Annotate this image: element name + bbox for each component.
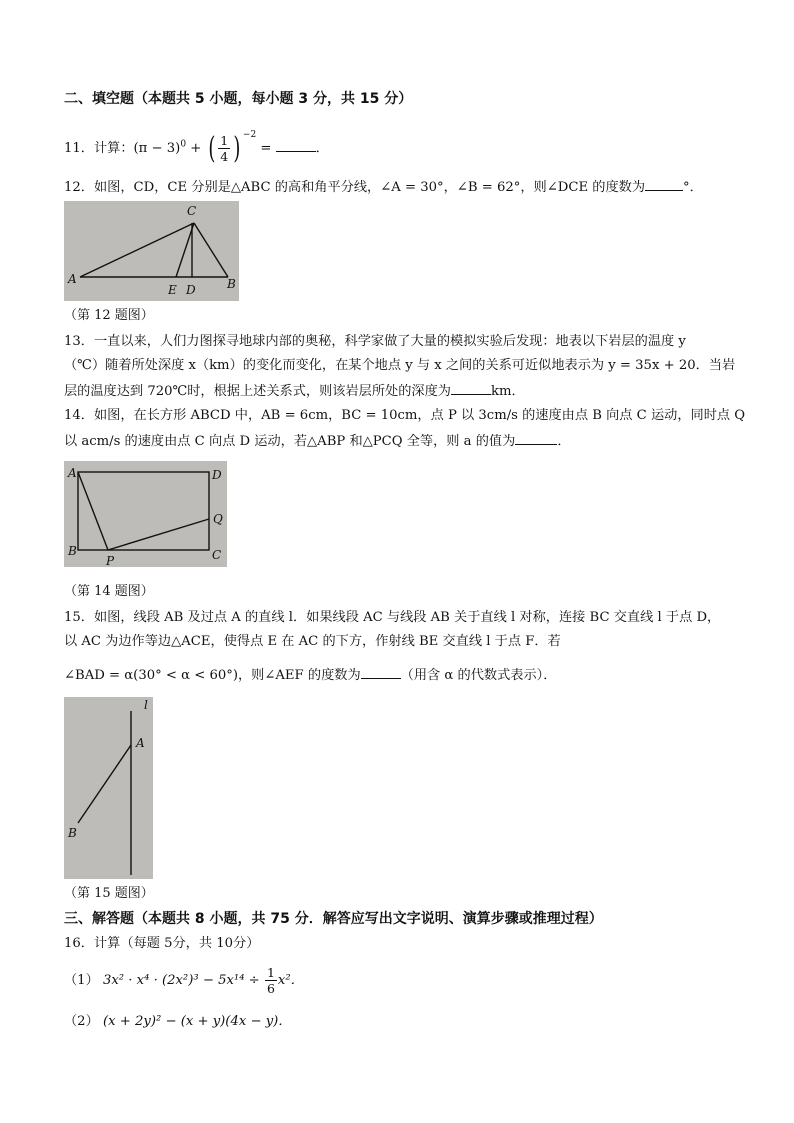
- label-B: B: [227, 277, 236, 291]
- label-B: B: [68, 826, 77, 840]
- q11-base: (π − 3): [133, 141, 181, 156]
- q11-right-paren: ): [233, 130, 241, 166]
- label-A: A: [68, 272, 77, 286]
- question-13-line-3: 层的温度达到 720℃时，根据上述关系式，则该岩层所处的深度为 km．: [64, 384, 525, 399]
- figure-q14: [64, 461, 227, 567]
- label-C: C: [212, 548, 222, 562]
- q13-answer-blank[interactable]: [451, 382, 491, 395]
- q11-exp-neg2: −2: [242, 129, 257, 140]
- label-B: B: [68, 544, 77, 558]
- figure-q15-svg: [64, 697, 153, 879]
- figure-q12: [64, 201, 239, 301]
- q11-left-paren: (: [207, 130, 215, 166]
- label-D: D: [186, 283, 196, 297]
- label-P: P: [106, 554, 115, 567]
- question-14-line-2: 以 acm/s 的速度由点 C 向点 D 运动，若△ABP 和△PCQ 全等，则 a 的值为 ．: [64, 434, 571, 449]
- question-16-part-2: （2） (x + 2y)² − (x + y)(4x − y)．: [64, 1014, 292, 1029]
- caption-q14: （第 14 题图）: [64, 584, 154, 599]
- label-A: A: [68, 466, 77, 480]
- q11-exp0: 0: [180, 139, 187, 150]
- label-C: C: [187, 204, 197, 218]
- q11-answer-blank[interactable]: [276, 139, 316, 152]
- question-14-line-1: 14．如图，在长方形 ABCD 中，AB = 6cm，BC = 10cm，点 P 以 3cm/s 的速度由点 B 向点 C 运动，同时点 Q: [64, 408, 746, 423]
- question-16-part-1: （1） 3x² · x⁴ · (2x²)³ − 5x¹⁴ ÷ $\frac{1}{6}$ x²．: [64, 965, 304, 996]
- question-15-line-1: 15．如图，线段 AB 及过点 A 的直线 l．如果线段 AC 与线段 AB 关于直线 l 对称，连接 BC 交直线 l 于点 D，: [64, 610, 721, 625]
- question-15-line-3: ∠BAD = α(30° < α < 60°)，则∠AEF 的度数为 （用含 α 的代数式表示）．: [64, 668, 557, 683]
- question-13-line-2: （℃）随着所处深度 x（km）的变化而变化，在某个地点 y 与 x 之间的关系可近似地表示为 y = 35x + 20．当岩: [64, 358, 736, 373]
- q11-fraction: $\frac{1}{4}$: [220, 133, 229, 164]
- question-12: 12．如图，CD，CE 分别是△ABC 的高和角平分线，∠A = 30°，∠B = 62°，则∠DCE 的度数为 °．: [64, 180, 703, 195]
- label-Q: Q: [213, 512, 223, 526]
- question-11: 11．计算：$(\pi - 3)^0$ + ( $\frac{1}{4}$ ) $^{-2}$ = ．: [64, 129, 329, 166]
- caption-q15: （第 15 题图）: [64, 886, 154, 901]
- q15-answer-blank[interactable]: [361, 666, 401, 679]
- section-2-heading: 二、填空题（本题共 5 小题，每小题 3 分，共 15 分）: [64, 91, 413, 107]
- figure-q14-svg: [64, 461, 227, 567]
- section-3-heading: 三、解答题（本题共 8 小题，共 75 分．解答应写出文字说明、演算步骤或推理过程）: [64, 911, 603, 927]
- q12-answer-blank[interactable]: [645, 178, 683, 191]
- caption-q12: （第 12 题图）: [64, 308, 154, 323]
- question-13-line-1: 13．一直以来，人们力图探寻地球内部的奥秘，科学家做了大量的模拟实验后发现：地表以下岩层的温度 y: [64, 334, 686, 349]
- q16-fraction: $\frac{1}{6}$: [266, 965, 275, 996]
- q11-equals: =: [260, 141, 272, 156]
- label-D: D: [212, 468, 222, 482]
- q14-answer-blank[interactable]: [515, 432, 557, 445]
- question-15-line-2: 以 AC 为边作等边△ACE，使得点 E 在 AC 的下方，作射线 BE 交直线 l 于点 F．若: [64, 634, 561, 649]
- question-16-intro: 16．计算（每题 5分，共 10分）: [64, 936, 260, 951]
- q12-text: 12．如图，CD，CE 分别是△ABC 的高和角平分线，∠A = 30°，∠B = 62°，则∠DCE 的度数为: [64, 180, 646, 195]
- figure-q15: [64, 697, 153, 879]
- label-E: E: [168, 283, 177, 297]
- q11-plus: +: [190, 141, 202, 156]
- figure-q12-svg: [64, 201, 239, 301]
- q11-prefix: 11．计算：: [64, 141, 134, 156]
- label-l: l: [144, 698, 148, 712]
- label-A: A: [136, 736, 145, 750]
